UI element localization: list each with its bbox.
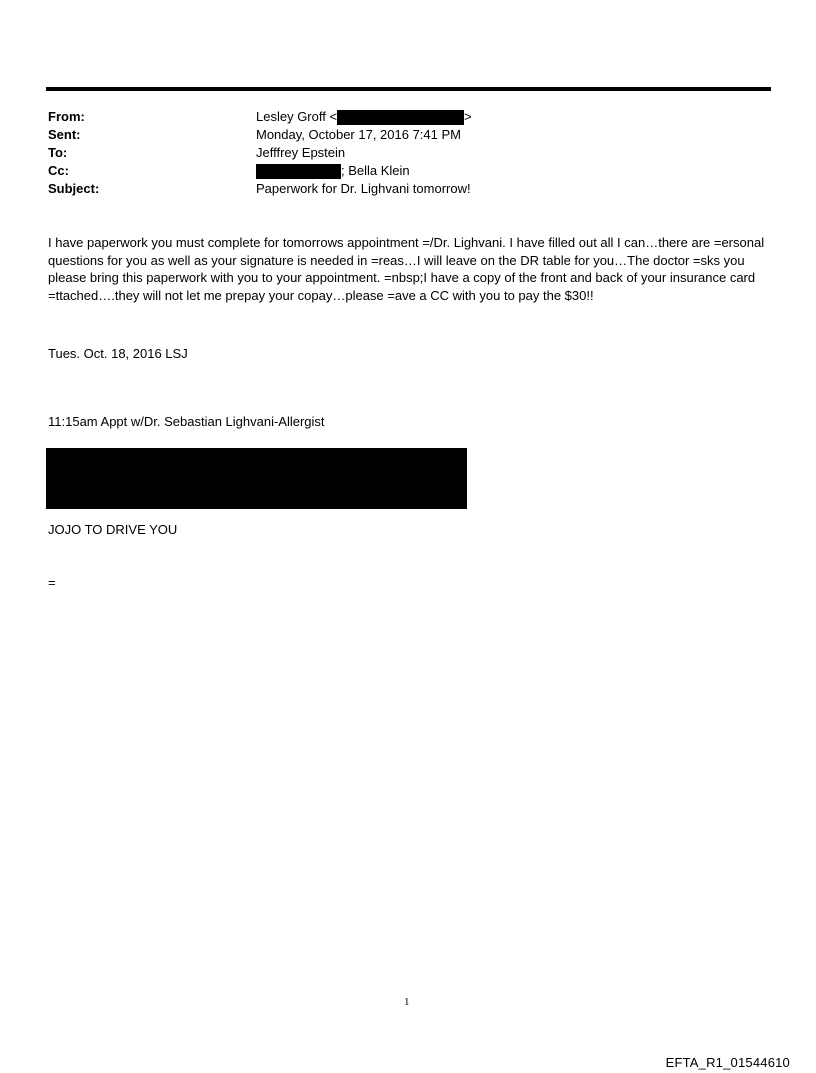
to-label: To: — [48, 145, 68, 160]
from-close: > — [464, 109, 472, 124]
appointment-line: 11:15am Appt w/Dr. Sebastian Lighvani-Allergist — [48, 414, 325, 429]
driver-line: JOJO TO DRIVE YOU — [48, 522, 178, 537]
redaction-box — [256, 164, 341, 179]
sent-value: Monday, October 17, 2016 7:41 PM — [256, 127, 461, 142]
equals-line: = — [48, 575, 56, 590]
cc-value — [256, 162, 410, 179]
from-value — [256, 108, 472, 125]
subject-label: Subject: — [48, 181, 100, 196]
page-number: 1 — [404, 996, 410, 1008]
subject-value: Paperwork for Dr. Lighvani tomorrow! — [256, 181, 471, 196]
header-rule — [46, 87, 771, 91]
cc-label: Cc: — [48, 163, 69, 178]
redaction-block — [46, 448, 467, 509]
date-line: Tues. Oct. 18, 2016 LSJ — [48, 346, 188, 361]
from-name: Lesley Groff < — [256, 109, 338, 124]
bates-number: EFTA_R1_01544610 — [665, 1055, 790, 1070]
cc-text: ; Bella Klein — [341, 163, 410, 178]
to-value: Jefffrey Epstein — [256, 145, 346, 160]
from-label: From: — [48, 109, 85, 124]
sent-label: Sent: — [48, 127, 81, 142]
redaction-box — [337, 110, 464, 125]
body-paragraph: I have paperwork you must complete for tomorrows appointment =/Dr. Lighvani. I have filled out all I can…there are =ersonal questions for you as well as your signature is needed in =reas…I will leave on the DR table for you…The doctor =sks you please bring this paperwork with you to your appointment. =nbsp;I have a copy of the front and back of your insurance card =ttached….they will not let me prepay your copay…please =ave a CC with you to pay the $30!! — [48, 235, 765, 303]
